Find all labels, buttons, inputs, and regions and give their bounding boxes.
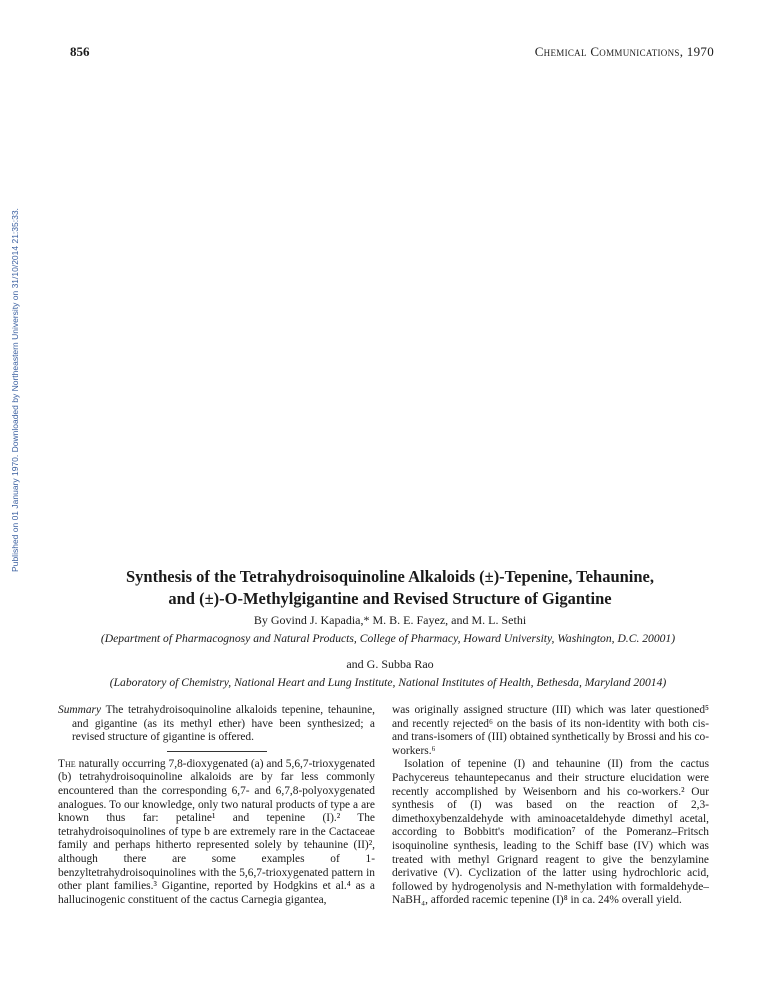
page-number: 856 xyxy=(70,44,90,59)
download-watermark xyxy=(0,180,18,610)
title-line-1: Synthesis of the Tetrahydroisoquinoline Alkaloids (±)-Tepenine, Tehaunine, xyxy=(125,567,655,586)
left-column xyxy=(58,704,375,907)
title-line-2: and (±)-O-Methylgigantine and Revised Structure of Gigantine xyxy=(168,589,612,608)
journal-name: Chemical Communications, 1970 xyxy=(534,44,714,59)
separator-rule xyxy=(167,751,267,752)
intro-paragraph xyxy=(58,758,375,908)
summary-text: The tetrahydroisoquinoline alkaloids tepenine, tehaunine, and gigantine (as its methyl ether) have been synthesized; a revised structure of gigantine is offered. xyxy=(72,704,375,744)
affiliation-1: (Department of Pharmacognosy and Natural Products, College of Pharmacy, Howard University, Washington, D.C. 20001) xyxy=(100,632,676,645)
authors: By Govind J. Kapadia,* M. B. E. Fayez, and M. L. Sethi xyxy=(253,613,527,627)
gigantine-paragraph: was originally assigned structure (III) which was later questioned⁵ and recently rejected⁶ on the basis of its non-identity with both cis- and trans-isomers of (III) obtained synthetically by Brossi and his co-workers.⁶ xyxy=(392,704,709,757)
right-column xyxy=(392,704,709,908)
synthesis-paragraph: Isolation of tepenine (I) and tehaunine (II) from the cactus Pachycereus tehauntepecanus and their structure elucidation were recently accomplished by Weisenborn and his co-workers.² Our synthesis of (I) was based on the reaction of 2,3-dimethoxybenzaldehyde with aminoacetaldehyde dimethyl acetal, according to Bobbitt's modification⁷ of the Pomeranz–Fritsch isoquinoline synthesis, leading to the Schiff base (IV) which was treated with methyl Grignard reagent to give the benzylamine derivative (V). Cyclization of the latter using hydrochloric acid, followed by hydrogenolysis and N-methylation with formaldehyde–NaBH₄, afforded racemic tepenine (I)⁸ in ca. 24% overall yield. xyxy=(392,758,709,907)
summary xyxy=(58,704,375,745)
watermark-text[interactable]: Published on 01 January 1970. Downloaded by Northeastern University on 31/10/2014 21:35:33. xyxy=(10,208,20,572)
summary-label: Summary xyxy=(58,704,102,716)
and-line: and G. Subba Rao xyxy=(346,657,434,671)
article-title xyxy=(60,566,720,610)
affiliation-2: (Laboratory of Chemistry, National Heart and Lung Institute, National Institutes of Health, Bethesda, Maryland 20014) xyxy=(109,676,667,689)
lead-word: The xyxy=(58,757,76,770)
intro-text: naturally occurring 7,8-dioxygenated (a) and 5,6,7-trioxygenated (b) tetrahydroisoquinoline alkaloids are by far less commonly encountered than the corresponding 6,7- and 6,7,8-polyoxygenated analogues. To our knowledge, only two natural products of type a are known thus far: petaline¹ and tepenine (I).² The tetrahydroisoquinolines of type b are extremely rare in the Cactaceae family and perhaps hitherto represented solely by tehaunine (II)², although there are some examples of 1-benzyltetrahydroisoquinolines with the 5,6,7-trioxygenated pattern in other plant families.³ Gigantine, reported by Hodgkins et al.⁴ as a hallucinogenic constituent of the cactus Carnegia gigantea, xyxy=(58,757,375,906)
